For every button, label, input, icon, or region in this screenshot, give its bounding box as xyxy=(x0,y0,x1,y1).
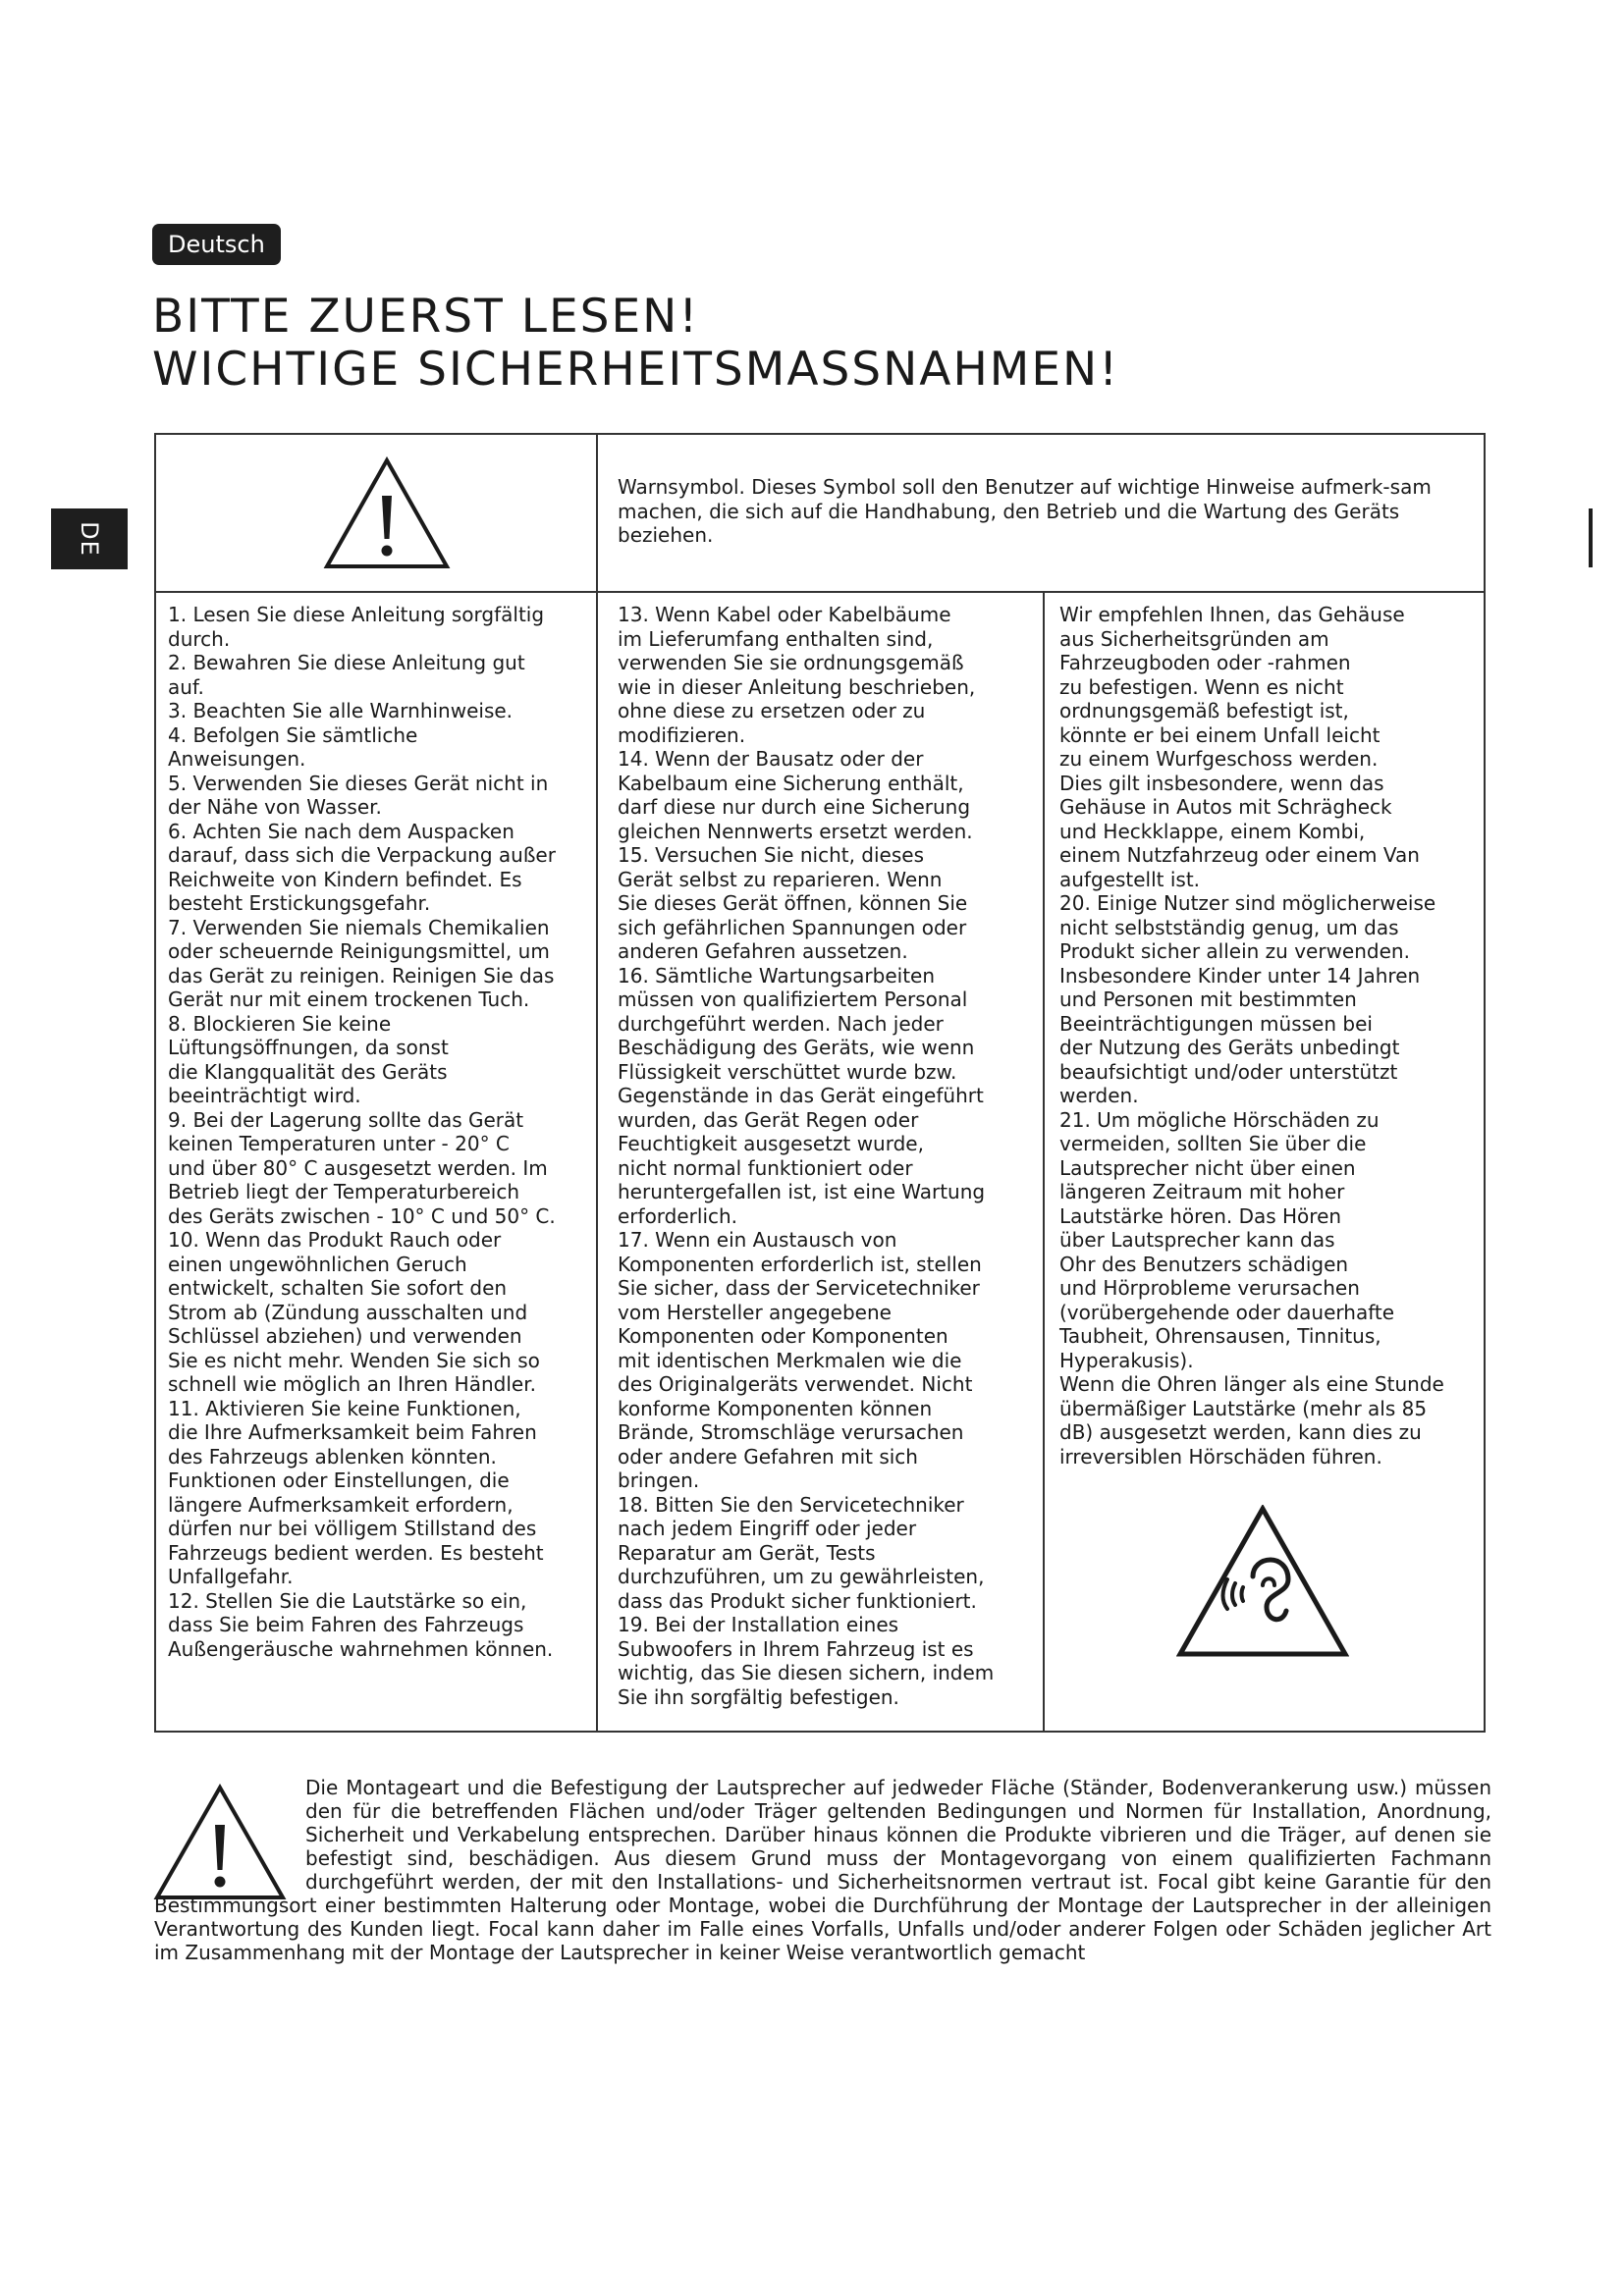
instructions-column-1: 1. Lesen Sie diese Anleitung sorgfältig durch. 2. Bewahren Sie diese Anleitung gut auf. 3. Beachten Sie alle Warnhinweise. 4. Befolgen Sie sämtliche Anweisungen. 5. Verwenden Sie dieses Gerät nicht in der Nähe von Wasser. 6. Achten Sie nach dem Auspacken darauf, dass sich die Verpackung außer Reichweite von Kindern befindet. Es besteht Erstickungsgefahr. 7. Verwenden Sie niemals Chemikalien oder scheuernde Reinigungsmittel, um das Gerät zu reinigen. Reinigen Sie das Gerät nur mit einem trockenen Tuch. 8. Blockieren Sie keine Lüftungsöffnungen, da sonst die Klangqualität des Geräts beeinträchtigt wird. 9. Bei der Lagerung sollte das Gerät keinen Temperaturen unter - 20° C und über 80° C ausgesetzt werden. Im Betrieb liegt der Temperaturbereich des Geräts zwischen - 10° C und 50° C. 10. Wenn das Produkt Rauch oder einen ungewöhnlichen Geruch entwickelt, schalten Sie sofort den Strom ab (Zündung ausschalten und Schlüssel abziehen) und verwenden Sie es nicht mehr. Wenden Sie sich so schnell wie möglich an Ihren Händler. 11. Aktivieren Sie keine Funktionen, die Ihre Aufmerksamkeit beim Fahren des Fahrzeugs ablenken könnten. Funktionen oder Einstellungen, die längere Aufmerksamkeit erfordern, dürfen nur bei völligem Stillstand des Fahrzeugs bedient werden. Es besteht Unfallgefahr. 12. Stellen Sie die Lautstärke so ein, dass Sie beim Fahren des Fahrzeugs Außengeräusche wahrnehmen können. xyxy=(168,603,556,1661)
page-edge-marker xyxy=(1589,508,1593,567)
icon-spacer xyxy=(154,1776,305,1892)
instructions-column-2: 13. Wenn Kabel oder Kabelbäume im Lieferumfang enthalten sind, verwenden Sie sie ordnungsgemäß wie in dieser Anleitung beschrieben, ohne diese zu ersetzen oder zu modifizieren. 14. Wenn der Bausatz oder der Kabelbaum eine Sicherung enthält, darf diese nur durch eine Sicherung gleichen Nennwerts ersetzt werden. 15. Versuchen Sie nicht, dieses Gerät selbst zu reparieren. Wenn Sie dieses Gerät öffnen, können Sie sich gefährlichen Spannungen oder anderen Gefahren aussetzen. 16. Sämtliche Wartungsarbeiten müssen von qualifiziertem Personal durchgeführt werden. Nach jeder Beschädigung des Geräts, wie wenn Flüssigkeit verschüttet wurde bzw. Gegenstände in das Gerät eingeführt wurden, das Gerät Regen oder Feuchtigkeit ausgesetzt wurde, nicht normal funktioniert oder heruntergefallen ist, ist eine Wartung erforderlich. 17. Wenn ein Austausch von Komponenten erforderlich ist, stellen Sie sicher, dass der Servicetechniker vom Hersteller angegebene Komponenten oder Komponenten mit identischen Merkmalen wie die des Originalgeräts verwendet. Nicht konforme Komponenten können Brände, Stromschläge verursachen oder andere Gefahren mit sich bringen. 18. Bitten Sie den Servicetechniker nach jedem Eingriff oder jeder Reparatur am Gerät, Tests durchzuführen, um zu gewährleisten, dass das Produkt sicher funktioniert. 19. Bei der Installation eines Subwoofers in Ihrem Fahrzeug ist es wichtig, das Sie diesen sichern, indem Sie ihn sorgfältig befestigen. xyxy=(618,603,995,1709)
warning-symbol-description: Warnsymbol. Dieses Symbol soll den Benutzer auf wichtige Hinweise aufmerk-sam machen, die sich auf die Handhabung, den Betrieb und die Wartung des Geräts beziehen. xyxy=(618,475,1432,547)
language-side-tab xyxy=(51,508,128,569)
warning-triangle-icon xyxy=(323,456,451,570)
mounting-disclaimer xyxy=(154,1776,1491,1964)
title-line-1: BITTE ZUERST LESEN! xyxy=(152,290,700,344)
title-line-2: WICHTIGE SICHERHEITSMASSNAHMEN! xyxy=(152,343,1120,397)
page-title xyxy=(152,291,1119,397)
instructions-column-3: Wir empfehlen Ihnen, das Gehäuse aus Sicherheitsgründen am Fahrzeugboden oder -rahmen zu befestigen. Wenn es nicht ordnungsgemäß befestigt ist, könnte er bei einem Unfall leicht zu einem Wurfgeschoss werden. Dies gilt insbesondere, wenn das Gehäuse in Autos mit Schrägheck und Heckklappe, einem Kombi, einem Nutzfahrzeug oder einem Van aufgestellt ist. 20. Einige Nutzer sind möglicherweise nicht selbstständig genug, um das Produkt sicher allein zu verwenden. Insbesondere Kinder unter 14 Jahren und Personen mit bestimmten Beeinträchtigungen müssen bei der Nutzung des Geräts unbedingt beaufsichtigt und/oder unterstützt werden. 21. Um mögliche Hörschäden zu vermeiden, sollten Sie über die Lautsprecher nicht über einen längeren Zeitraum mit hoher Lautstärke hören. Das Hören über Lautsprecher kann das Ohr des Benutzers schädigen und Hörprobleme verursachen (vorübergehende oder dauerhafte Taubheit, Ohrensausen, Tinnitus, Hyperakusis). Wenn die Ohren länger als eine Stunde übermäßiger Lautstärke (mehr als 85 dB) ausgesetzt werden, kann dies zu irreversiblen Hörschäden führen. xyxy=(1059,603,1444,1468)
hearing-damage-icon xyxy=(1176,1505,1349,1658)
warning-symbol-row xyxy=(156,435,1484,593)
language-badge: Deutsch xyxy=(152,224,281,265)
safety-instructions-table xyxy=(154,433,1486,1733)
side-tab-label: DE xyxy=(76,521,103,557)
warning-icon-cell xyxy=(156,435,598,591)
mounting-disclaimer-text: Die Montageart und die Befestigung der Lautsprecher auf jedweder Fläche (Ständer, Bodenverankerung usw.) müssen den für die betreffenden Flächen und/oder Träger geltenden Bedingungen und Normen für Installation, Anordnung, Sicherheit und Verkabelung entsprechen. Darüber hinaus können die Produkte vibrieren und die Träger, auf denen sie befestigt sind, beschädigen. Aus diesem Grund muss der Montagevorgang von einem qualifizierten Fachmann durchgeführt werden, der mit den Installations- und Sicherheitsnormen vertraut ist. Focal gibt keine Garantie für den Bestimmungsort einer bestimmten Halterung oder Montage, wobei die Durchführung der Montage der Lautsprecher in der alleinigen Verantwortung des Kunden liegt. Focal kann daher im Falle eines Vorfalls, Unfalls und/oder anderer Folgen oder Schäden jeglicher Art im Zusammenhang mit der Montage der Lautsprecher in keiner Weise verantwortlich gemacht xyxy=(154,1776,1491,1964)
